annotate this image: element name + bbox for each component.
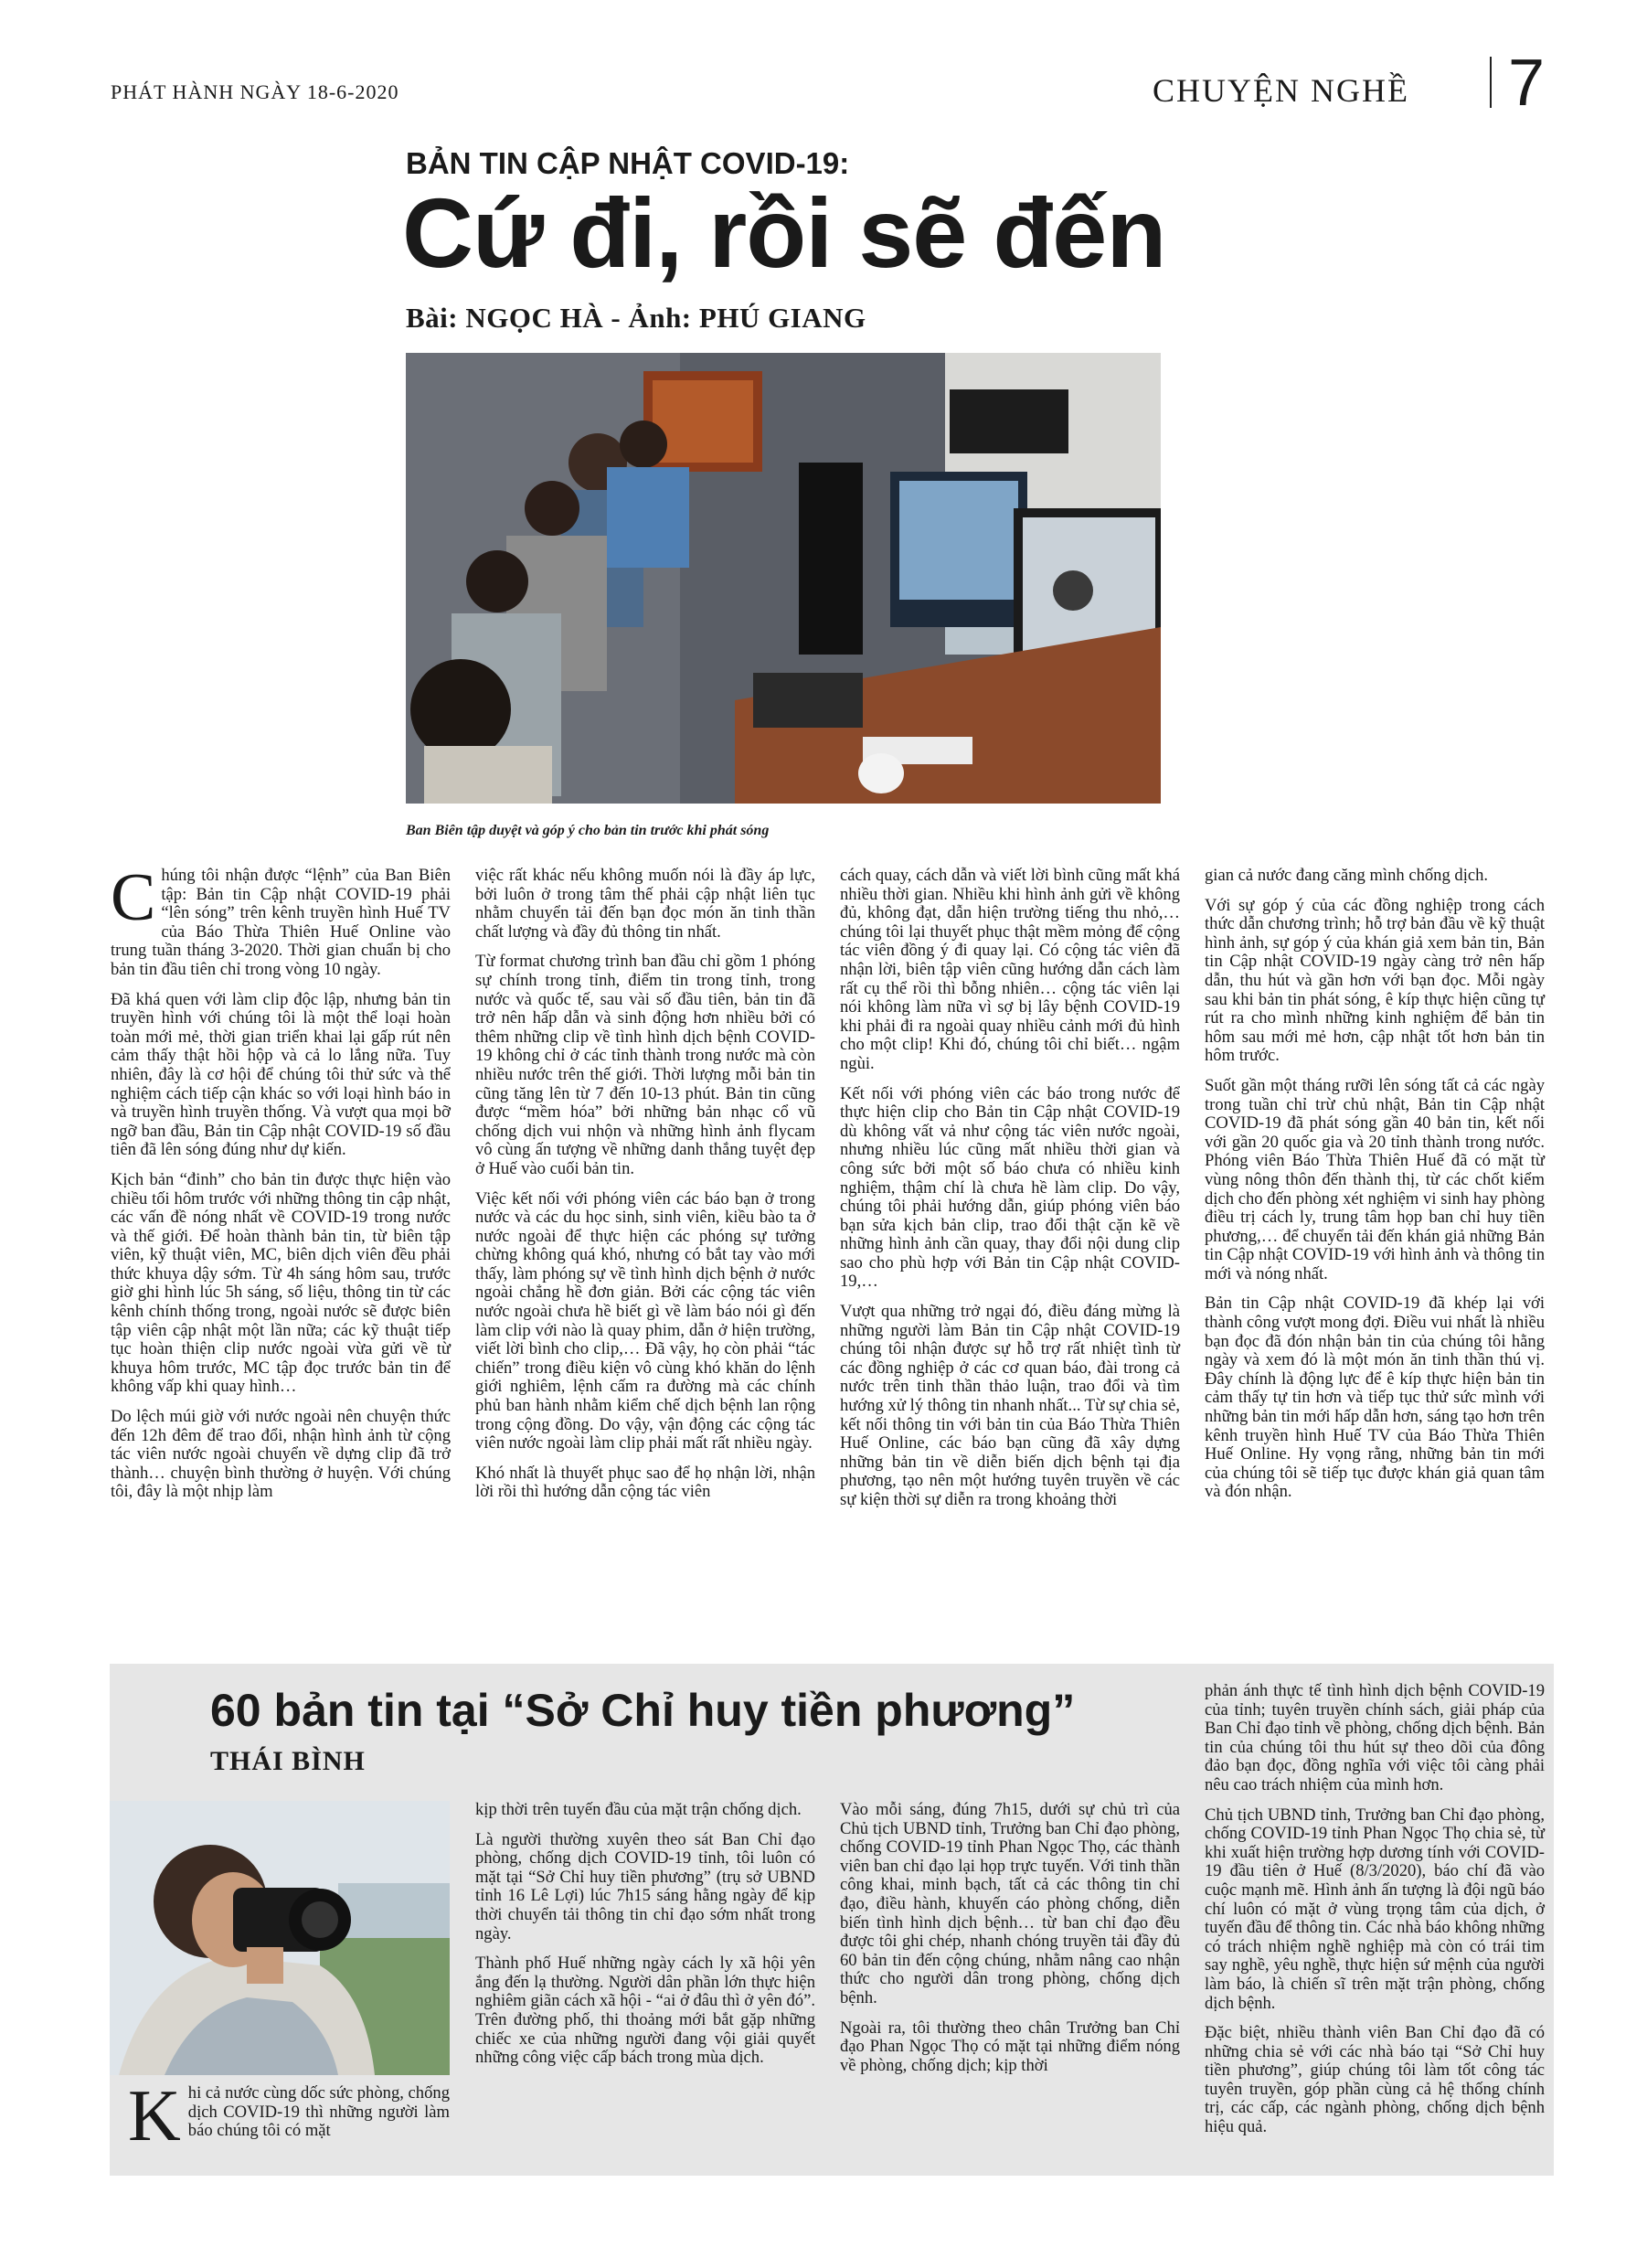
drop-cap: K bbox=[128, 2076, 181, 2156]
paragraph: Vượt qua những trở ngại đó, điều đáng mừng là những người làm Bản tin Cập nhật COVID-19 chúng tôi nhận được sự hỗ trợ rất nhiệt tình từ các đồng nghiệp ở các cơ quan báo, đài trong cả nước trên tinh thần thảo luận, trao đổi và tìm hướng xử lý thông tin nhanh nhất... Từ sự chia sẻ, kết nối thông tin với bản tin của Báo Thừa Thiên Huế Online, các báo bạn cũng đã xây dựng những bản tin về diễn biến dịch bệnh tại địa phương, tạo nên một hướng tuyên truyền về các sự kiện thời sự diễn ra trong khoảng thời bbox=[840, 1302, 1180, 1509]
article2-column-3 bbox=[840, 1801, 1180, 2086]
article-headline: Cứ đi, rồi sẽ đến bbox=[402, 177, 1166, 288]
paragraph: Kết nối với phóng viên các báo trong nước để thực hiện clip cho Bản tin Cập nhật COVID-19 dù không vất vả như cộng tác viên nước ngoài, nhưng nhiều lúc cũng mất nhiều thời gian và công sức bởi một số báo chưa có nhiều kinh nghiệm, thậm chí là chưa hề làm clip. Do vậy, chúng tôi phải hướng dẫn, giúp phóng viên báo bạn sửa kịch bản clip, trao đổi thật cặn kẽ về những hình ảnh cần quay, thay đổi nội dung clip sao cho phù hợp với Bản tin Cập nhật COVID-19,… bbox=[840, 1083, 1180, 1292]
paragraph: cách quay, cách dẫn và viết lời bình cũng mất khá nhiều thời gian. Nhiều khi hình ảnh gửi về không đủ, không đạt, dẫn hiện trường tiếng thu nhỏ,… chúng tôi lại thuyết phục thật mềm mỏng để cộng tác viên đồng ý đi quay lại. Có cộng tác viên đã nhận lời, biên tập viên cũng hướng dẫn cách làm rất cụ thể rồi thì bỗng nhiên… cộng tác viên lại nói không làm nữa vì sợ bị lây bệnh COVID-19 khi phải đi ra ngoài quay nhiều cảnh mới đủ hình cho một clip! Khi đó, chúng tôi chỉ biết… ngậm ngùi. bbox=[840, 866, 1180, 1073]
paragraph: Kịch bản “đinh” cho bản tin được thực hiện vào chiều tối hôm trước với những thông tin cập nhật, các vấn đề nóng nhất về COVID-19 trong nước và thế giới. Để hoàn thành bản tin, từ biên tập viên, kỹ thuật viên, MC, biên dịch viên đều phải thức khuya dậy sớm. Từ 4h sáng hôm sau, trước giờ ghi hình lúc 5h sáng, số liệu, thông tin từ các kênh chính thống trong, ngoài nước sẽ được biên tập viên cập nhật một lần nữa; các kỹ thuật tiếp tục hoàn thiện clip nước ngoài vừa gửi về từ khuya hôm trước, MC tập đọc trước bản tin để không vấp khi quay hình… bbox=[111, 1169, 451, 1397]
section-title: CHUYỆN NGHỀ bbox=[1153, 72, 1409, 109]
paragraph: Đã khá quen với làm clip độc lập, nhưng bản tin truyền hình với chúng tôi là một thể loại hoàn toàn mới mẻ, thời gian triển khai lại gấp rút nên cảm thấy thật hồi hộp và cả lo lắng nữa. Tuy nhiên, đây là cơ hội để chúng tôi thử sức và thể nghiệm cách tiếp cận khác so với loại hình báo in và truyền hình truyền thống. Và vượt qua mọi bỡ ngỡ ban đầu, Bản tin Cập nhật COVID-19 số đầu tiên đã lên sóng đúng như dự kiến. bbox=[111, 989, 451, 1160]
paragraph: Thành phố Huế những ngày cách ly xã hội yên ắng đến lạ thường. Người dân phần lớn thực hiện nghiêm giãn cách xã hội - “ai ở đâu thì ở yên đó”. Trên đường phố, thi thoảng mới bắt gặp những chiếc xe của những người đang vội giải quyết những công việc cấp bách trong mùa dịch. bbox=[475, 1954, 815, 2068]
photographer-photo bbox=[110, 1801, 450, 2075]
paragraph: Là người thường xuyên theo sát Ban Chỉ đạo phòng, chống dịch COVID-19 tỉnh, tôi luôn có mặt tại “Sở Chỉ huy tiền phương” (trụ sở UBND tỉnh 16 Lê Lợi) lúc 7h15 sáng hằng ngày để kịp thời chuyển tải thông tin chỉ đạo sớm nhất trong ngày. bbox=[475, 1829, 815, 1943]
newsroom-photo-illustration bbox=[406, 353, 1161, 804]
paragraph: Khó nhất là thuyết phục sao để họ nhận lời, nhận lời rồi thì hướng dẫn cộng tác viên bbox=[475, 1463, 815, 1502]
article-byline: Bài: NGỌC HÀ - Ảnh: PHÚ GIANG bbox=[406, 302, 866, 334]
paragraph: Việc kết nối với phóng viên các báo bạn ở trong nước và các du học sinh, sinh viên, kiều bào ta ở nước ngoài để thực hiện các phóng sự tưởng chừng không quá khó, nhưng có bắt tay vào mới thấy, làm phóng sự về tình hình dịch bệnh ở nước ngoài chẳng hề đơn giản. Bởi các cộng tác viên nước ngoài chưa hề biết gì về làm báo nói gì đến làm clip với nào là quay phim, dẫn ở hiện trường, viết lời bình cho clip,… Đã vậy, họ còn phải “tác chiến” trong điều kiện vô cùng khó khăn do lệnh giới nghiêm, lệnh cấm ra đường mà các chính phủ ban hành nhằm kiểm chế dịch bệnh lan rộng trong cộng đồng. Do vậy, vận động các cộng tác viên nước ngoài làm clip phải mất rất nhiều ngày. bbox=[475, 1188, 815, 1453]
photographer-photo-illustration bbox=[110, 1801, 450, 2075]
article2-column-1 bbox=[128, 2076, 450, 2156]
issue-date: PHÁT HÀNH NGÀY 18-6-2020 bbox=[111, 80, 399, 103]
article2-column-4 bbox=[1205, 1682, 1545, 2148]
article2-column-2 bbox=[475, 1801, 815, 2079]
drop-cap: C bbox=[111, 860, 156, 935]
paragraph: Do lệch múi giờ với nước ngoài nên chuyện thức đến 12h đêm để trao đổi, nhận hình ảnh từ cộng tác viên nước ngoài chuyển về dựng clip đã trở thành… chuyện bình thường ở huyện. Với chúng tôi, đây là một nhịp làm bbox=[111, 1407, 451, 1502]
paragraph: việc rất khác nếu không muốn nói là đầy áp lực, bởi luôn ở trong tâm thế phải cập nhật liên tục nhằm chuyển tải đến bạn đọc món ăn tinh thần chất lượng và đầy đủ thông tin nhất. bbox=[475, 866, 815, 942]
paragraph: Đặc biệt, nhiều thành viên Ban Chỉ đạo đã có những chia sẻ với các nhà báo tại “Sở Chỉ huy tiền phương”, giúp chúng tôi làm tốt công tác tuyên truyền, góp phần cùng cả hệ thống chính trị, các cấp, các ngành phòng, chống dịch bệnh hiệu quả. bbox=[1205, 2023, 1545, 2137]
photo-caption: Ban Biên tập duyệt và góp ý cho bản tin trước khi phát sóng bbox=[406, 823, 770, 838]
paragraph: hi cả nước cùng dốc sức phòng, chống dịch COVID-19 thì những người làm báo chúng tôi có mặt bbox=[187, 2083, 450, 2141]
paragraph: gian cả nước đang căng mình chống dịch. bbox=[1205, 866, 1489, 885]
article1-column-4 bbox=[1205, 867, 1545, 1513]
paragraph: húng tôi nhận được “lệnh” của Ban Biên tập: Bản tin Cập nhật COVID-19 phải “lên sóng” trên kênh truyền hình Huế TV của Báo Thừa Thiên Huế Online vào trung tuần tháng 3-2020. Thời gian chuẩn bị cho bản tin đầu tiên chỉ trong vòng 10 ngày. bbox=[111, 866, 451, 979]
paragraph: Bản tin Cập nhật COVID-19 đã khép lại với thành công vượt mong đợi. Điều vui nhất là nhiều bạn đọc đã đón nhận bản tin của chúng tôi hằng ngày và xem đó là một món ăn tinh thần thú vị. Đây chính là động lực để ê kíp thực hiện bản tin cảm thấy tự tin hơn và tiếp tục thử sức mình với những bản tin mới hấp dẫn hơn, sáng tạo hơn trên kênh truyền hình Huế TV của Báo Thừa Thiên Huế Online. Hy vọng rằng, những bản tin mới của chúng tôi sẽ tiếp tục được khán giả quan tâm và đón nhận. bbox=[1205, 1294, 1545, 1502]
article1-column-3 bbox=[840, 867, 1180, 1521]
paragraph: Với sự góp ý của các đồng nghiệp trong cách thức dẫn chương trình; hỗ trợ bản đầu về kỹ thuật hình ảnh, sự góp ý của khán giả xem bản tin, Bản tin Cập nhật COVID-19 ngày càng trở nên hấp dẫn, thu hút và gần hơn với bạn đọc. Mỗi ngày sau khi bản tin phát sóng, ê kíp thực hiện cũng tự rút ra cho mình những kinh nghiệm để bản tin hôm sau mới mẻ hơn, cập nhật tốt hơn bản tin hôm trước. bbox=[1205, 895, 1545, 1066]
paragraph: Từ format chương trình ban đầu chỉ gồm 1 phóng sự chính trong tỉnh, điểm tin trong tỉnh, trong nước và quốc tế, sau vài số đầu tiên, bản tin đã trở nên hấp dẫn và sinh động hơn nhiều bởi có thêm những clip về tình hình dịch bệnh COVID-19 không chỉ ở các tỉnh thành trong nước mà còn nhiều nước trên thế giới. Thời lượng mỗi bản tin cũng tăng lên từ 7 đến 10-13 phút. Bản tin cũng được “mềm hóa” bởi những bản nhạc cổ vũ chống dịch vui nhộn và những hình ảnh flycam vô cùng ấn tượng về những danh thắng tuyệt đẹp ở Huế vào cuối bản tin. bbox=[475, 952, 815, 1178]
article2-headline: 60 bản tin tại “Sở Chỉ huy tiền phương” bbox=[210, 1685, 1076, 1736]
article1-column-2 bbox=[475, 867, 815, 1513]
paragraph: kịp thời trên tuyến đầu của mặt trận chống dịch. bbox=[475, 1800, 802, 1819]
paragraph: Suốt gần một tháng rưỡi lên sóng tất cả các ngày trong tuần chỉ trừ chủ nhật, Bản tin Cập nhật COVID-19 đã phát sóng gần 40 bản tin, kết nối với gần 20 quốc gia và 20 tỉnh thành trong nước. Phóng viên Báo Thừa Thiên Huế đã có mặt từ vùng nông thôn đến thành thị, từ các chốt kiểm dịch cho đến phòng xét nghiệm vi sinh hay phòng điều trị cách ly, trung tâm họp ban chỉ huy tiền phương,… để chuyển tải đến khán giả những Bản tin Cập nhật COVID-19 với hình ảnh và thông tin mới và nóng nhất. bbox=[1205, 1075, 1545, 1283]
paragraph: Ngoài ra, tôi thường theo chân Trưởng ban Chỉ đạo Phan Ngọc Thọ có mặt tại những điểm nóng về phòng, chống dịch; kịp thời bbox=[840, 2018, 1180, 2075]
header-divider bbox=[1490, 57, 1492, 108]
article2-byline: THÁI BÌNH bbox=[210, 1746, 366, 1776]
paragraph: Vào mỗi sáng, đúng 7h15, dưới sự chủ trì của Chủ tịch UBND tỉnh, Trưởng ban Chỉ đạo phòng, chống COVID-19 tỉnh Phan Ngọc Thọ, các thành viên ban chỉ đạo lại họp trực tuyến. Với tinh thần công khai, minh bạch, tất cả các thông tin chỉ đạo, điều hành, khuyến cáo phòng chống, diễn biến tình hình dịch bệnh… từ ban chỉ đạo đều được tôi ghi chép, nhanh chóng truyền tải đầy đủ 60 bản tin đến cộng chúng, nhằm nâng cao nhận thức cho người dân trong phòng, chống dịch bệnh. bbox=[840, 1800, 1180, 2007]
paragraph: phản ánh thực tế tình hình dịch bệnh COVID-19 của tỉnh; tuyên truyền chính sách, giải pháp của Ban Chỉ đạo tỉnh về phòng, chống dịch bệnh. Bản tin của chúng tôi thu hút sự theo dõi của đông đảo bạn đọc, đồng nghĩa với việc tôi càng phải nêu cao trách nhiệm của mình hơn. bbox=[1205, 1681, 1545, 1794]
article1-column-1 bbox=[111, 860, 451, 1513]
page-number: 7 bbox=[1508, 47, 1546, 120]
newsroom-photo bbox=[406, 353, 1161, 804]
paragraph: Chủ tịch UBND tỉnh, Trưởng ban Chỉ đạo phòng, chống COVID-19 tỉnh Phan Ngọc Thọ chia sẻ, từ khi xuất hiện trường hợp dương tính với COVID-19 đầu tiên ở Huế (8/3/2020), báo chí đã vào cuộc mạnh mẽ. Hình ảnh ấn tượng là đội ngũ báo chí luôn có mặt ở vùng trọng tâm của dịch, ở tuyến đầu để thông tin. Các nhà báo không những có trách nhiệm nghề nghiệp mà còn có trái tim say nghề, yêu nghề, thực hiện sứ mệnh của người làm báo, là chiến sĩ trên mặt trận phòng, chống dịch bệnh. bbox=[1205, 1805, 1545, 2013]
article-kicker: BẢN TIN CẬP NHẬT COVID-19: bbox=[406, 146, 850, 180]
